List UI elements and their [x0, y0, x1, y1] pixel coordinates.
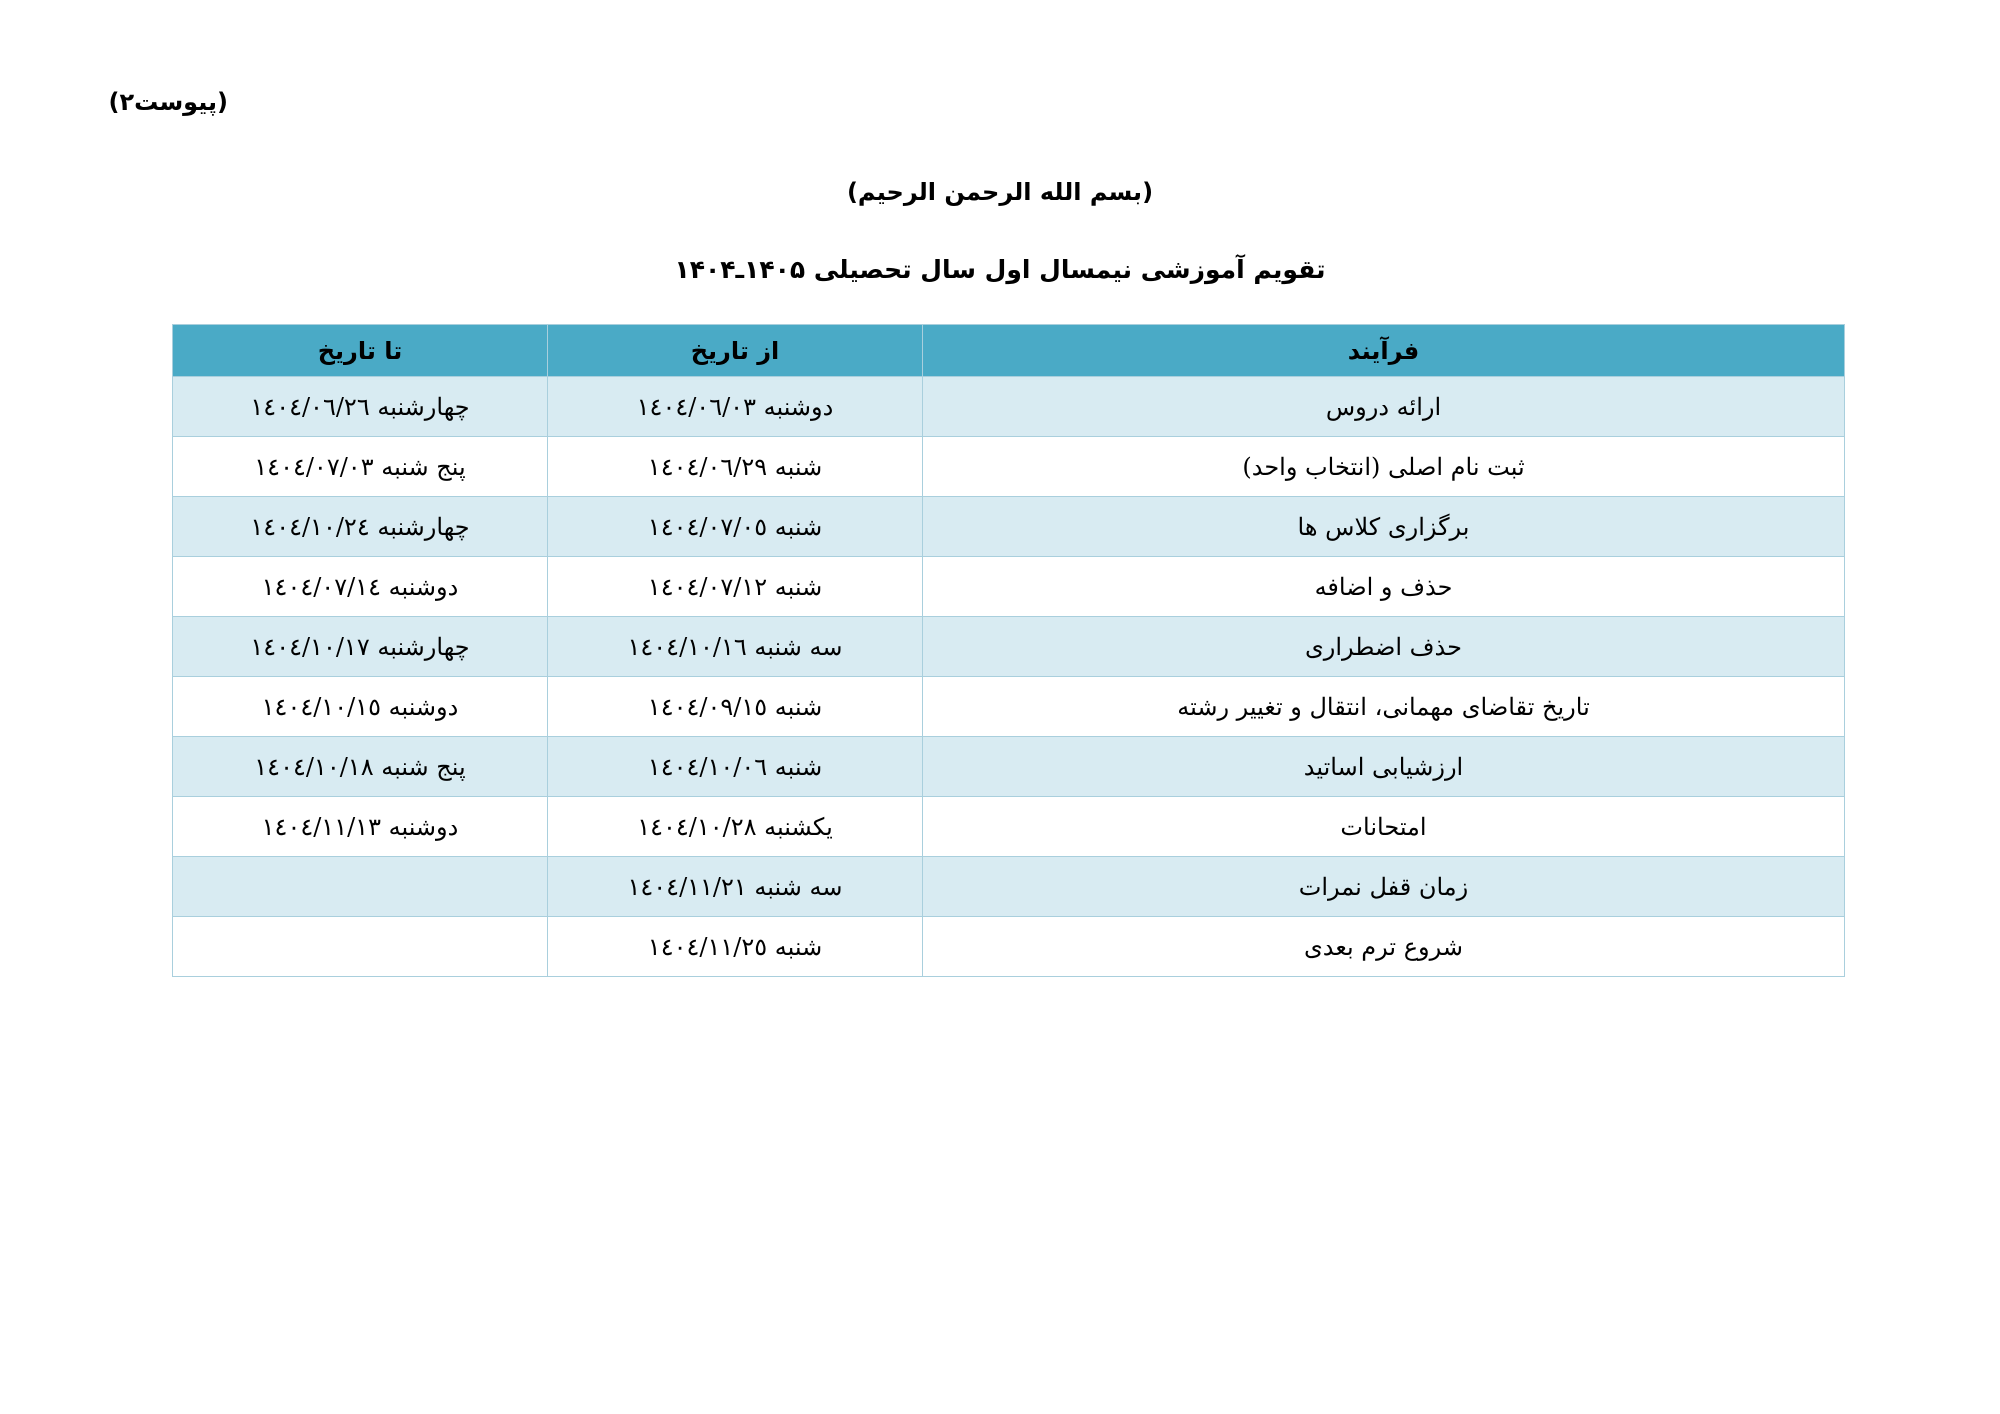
cell-process: حذف اضطراری [923, 617, 1845, 677]
cell-to-date: پنج شنبه ١٤٠٤/١٠/١٨ [173, 737, 548, 797]
cell-from-date: شنبه ١٤٠٤/٠٩/١٥ [548, 677, 923, 737]
cell-from-date: یکشنبه ١٤٠٤/١٠/٢٨ [548, 797, 923, 857]
table-row [173, 797, 1845, 857]
cell-from-date: سه شنبه ١٤٠٤/١١/٢١ [548, 857, 923, 917]
academic-calendar-table-wrapper [172, 324, 1844, 977]
cell-from-date: شنبه ١٤٠٤/٠٦/٢٩ [548, 437, 923, 497]
table-row [173, 917, 1845, 977]
cell-process: ارائه دروس [923, 377, 1845, 437]
academic-calendar-table [172, 324, 1845, 977]
table-row [173, 677, 1845, 737]
cell-process: ثبت نام اصلی (انتخاب واحد) [923, 437, 1845, 497]
cell-to-date [173, 857, 548, 917]
cell-from-date: شنبه ١٤٠٤/١٠/٠٦ [548, 737, 923, 797]
cell-process: تاریخ تقاضای مهمانی، انتقال و تغییر رشته [923, 677, 1845, 737]
header-from-date: از تاریخ [548, 325, 923, 377]
cell-to-date: دوشنبه ١٤٠٤/٠٧/١٤ [173, 557, 548, 617]
cell-process: شروع ترم بعدی [923, 917, 1845, 977]
page-title: تقویم آموزشی نیمسال اول سال تحصیلی ۱۴۰۵ـ۱۴۰۴ [674, 255, 1326, 284]
table-header-row [173, 325, 1845, 377]
cell-process: برگزاری کلاس ها [923, 497, 1845, 557]
table-row [173, 437, 1845, 497]
cell-process: امتحانات [923, 797, 1845, 857]
cell-to-date [173, 917, 548, 977]
header-to-date: تا تاریخ [173, 325, 548, 377]
table-row [173, 737, 1845, 797]
table-row [173, 497, 1845, 557]
cell-to-date: دوشنبه ١٤٠٤/١١/١٣ [173, 797, 548, 857]
table-row [173, 857, 1845, 917]
table-row [173, 617, 1845, 677]
cell-to-date: دوشنبه ١٤٠٤/١٠/١٥ [173, 677, 548, 737]
cell-process: حذف و اضافه [923, 557, 1845, 617]
cell-from-date: شنبه ١٤٠٤/٠٧/١٢ [548, 557, 923, 617]
cell-to-date: چهارشنبه ١٤٠٤/١٠/٢٤ [173, 497, 548, 557]
table-row [173, 377, 1845, 437]
cell-from-date: شنبه ١٤٠٤/١١/٢٥ [548, 917, 923, 977]
cell-to-date: چهارشنبه ١٤٠٤/٠٦/٢٦ [173, 377, 548, 437]
basmala-heading: (بسم الله الرحمن الرحیم) [846, 178, 1154, 206]
cell-to-date: چهارشنبه ١٤٠٤/١٠/١٧ [173, 617, 548, 677]
cell-to-date: پنج شنبه ١٤٠٤/٠٧/٠٣ [173, 437, 548, 497]
cell-process: ارزشیابی اساتید [923, 737, 1845, 797]
cell-from-date: سه شنبه ١٤٠٤/١٠/١٦ [548, 617, 923, 677]
attachment-label: (پیوست۲) [108, 88, 228, 116]
table-row [173, 557, 1845, 617]
header-process: فرآیند [923, 325, 1845, 377]
cell-from-date: شنبه ١٤٠٤/٠٧/٠٥ [548, 497, 923, 557]
cell-process: زمان قفل نمرات [923, 857, 1845, 917]
cell-from-date: دوشنبه ١٤٠٤/٠٦/٠٣ [548, 377, 923, 437]
